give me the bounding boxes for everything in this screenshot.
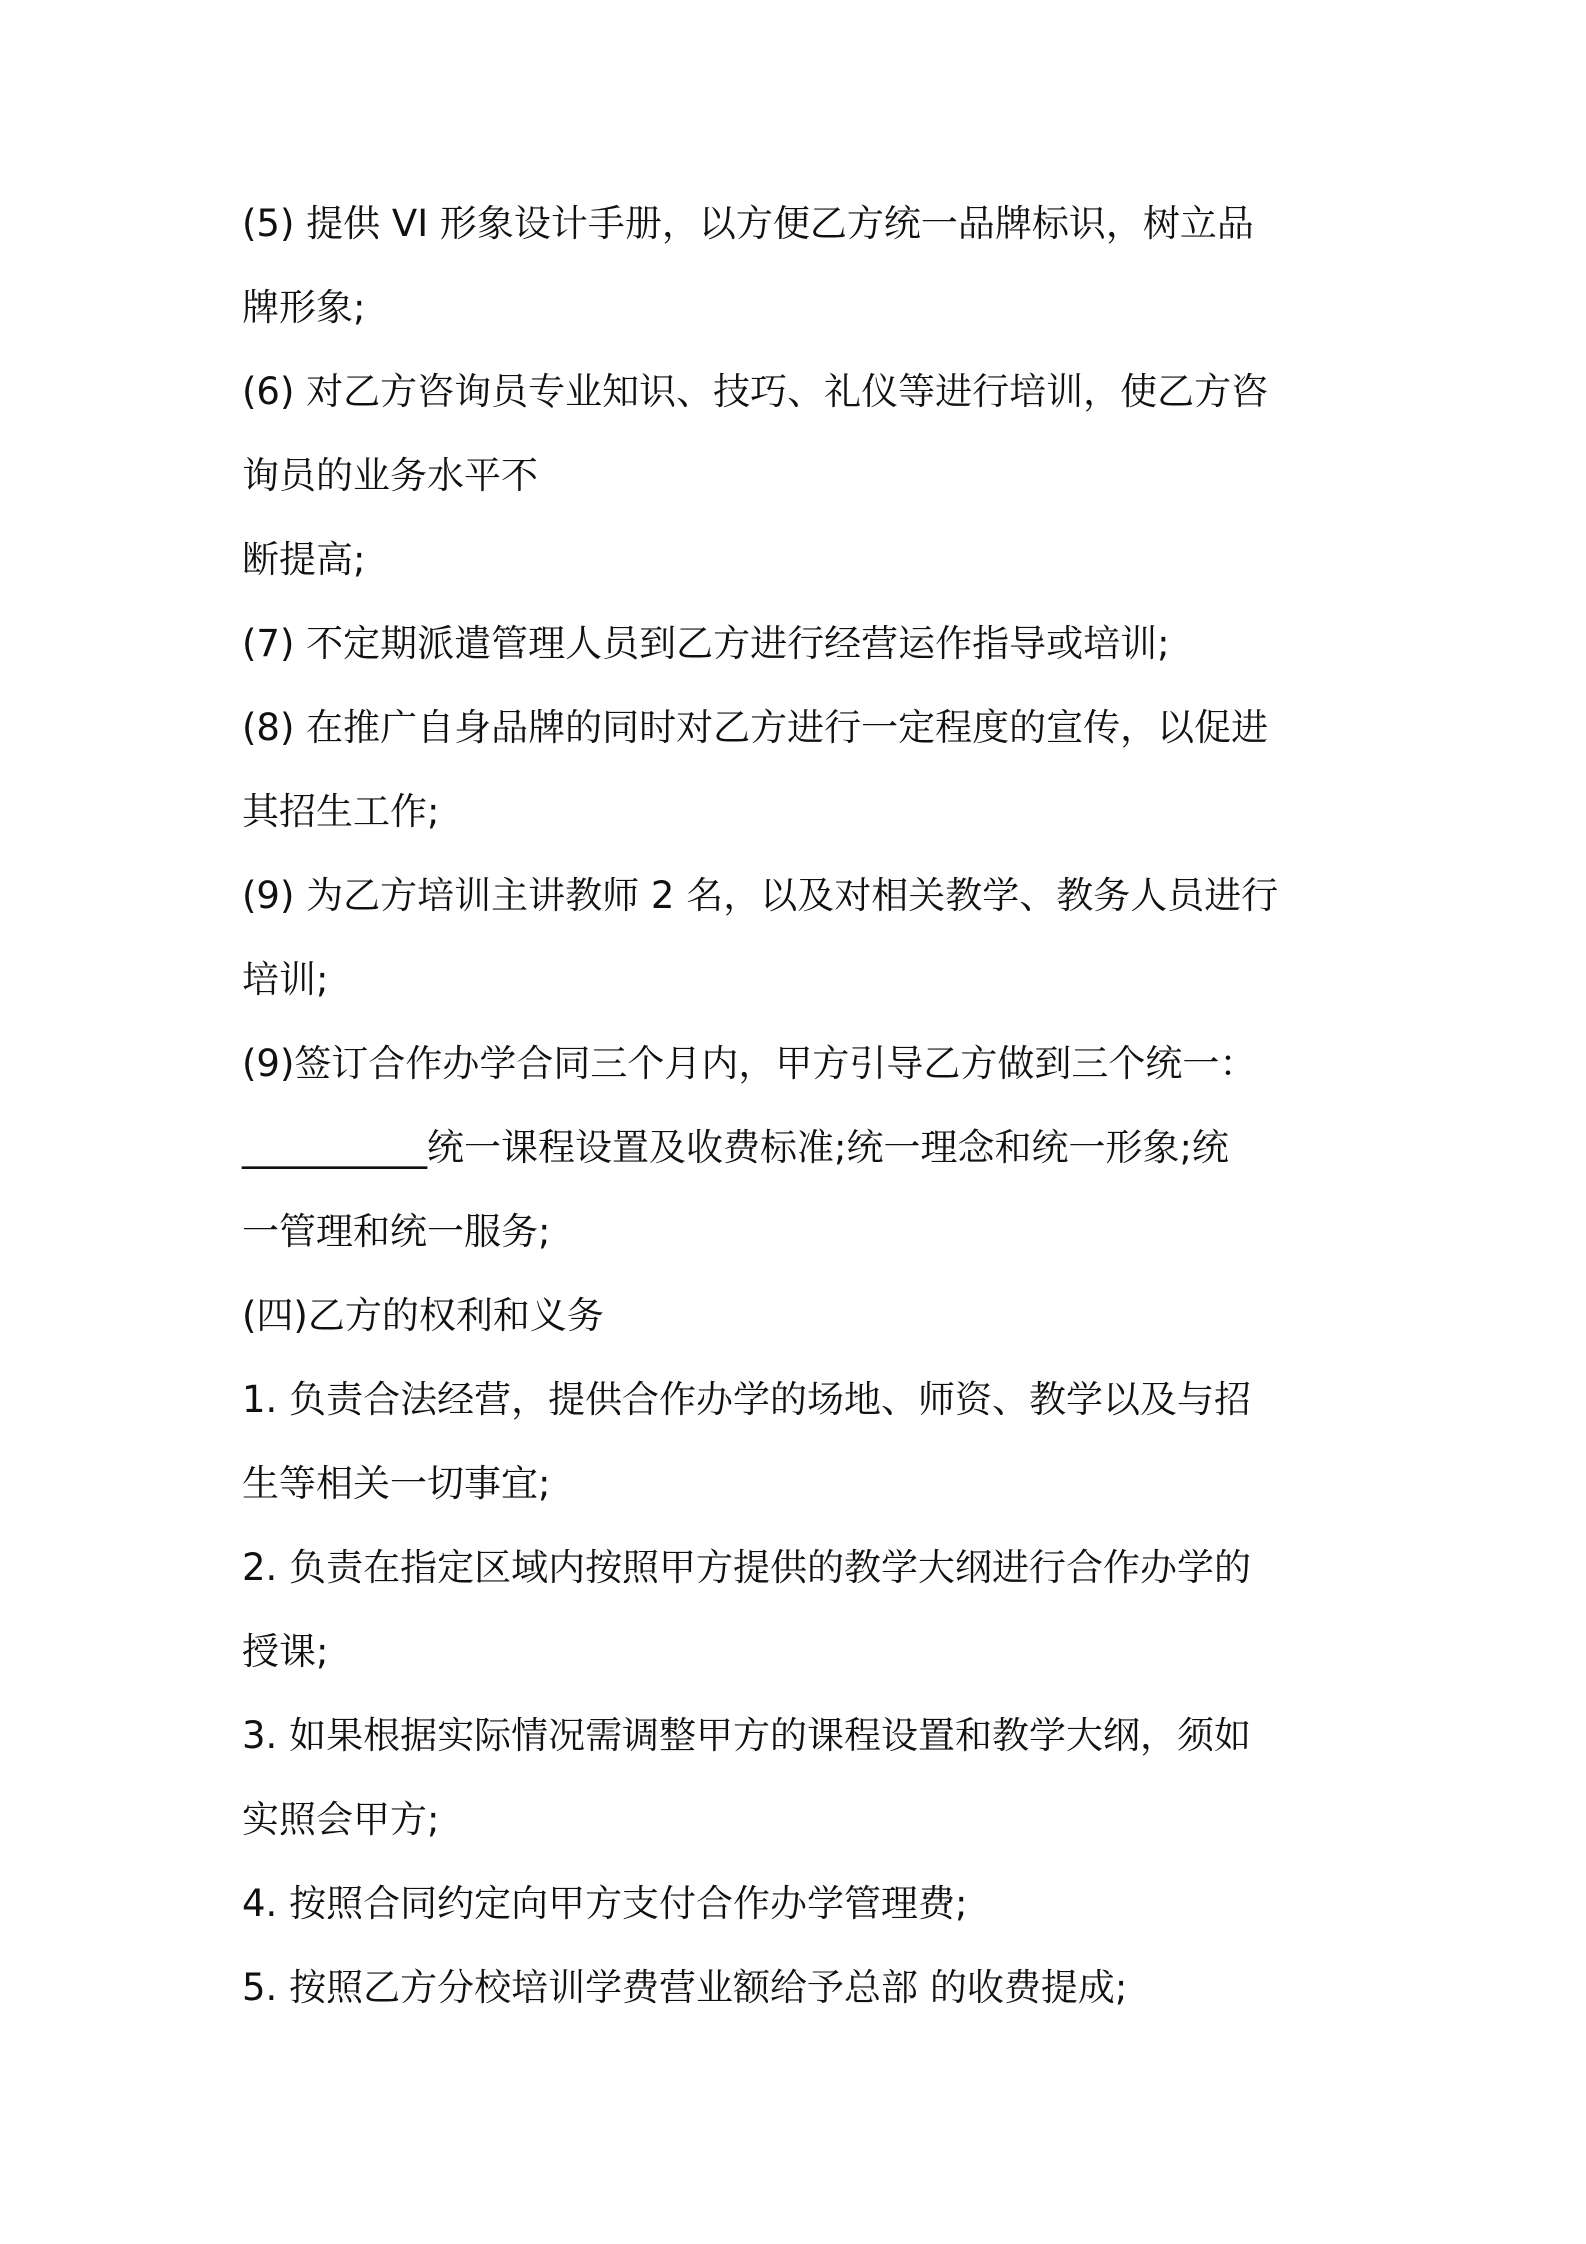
text-line: (9)签订合作办学合同三个月内，甲方引导乙方做到三个统一：: [242, 1042, 1257, 1085]
text-line: (6) 对乙方咨询员专业知识、技巧、礼仪等进行培训，使乙方咨: [242, 370, 1269, 413]
text-line: (5) 提供 VI 形象设计手册，以方便乙方统一品牌标识，树立品: [242, 202, 1254, 245]
text-line: 2. 负责在指定区域内按照甲方提供的教学大纲进行合作办学的: [242, 1546, 1252, 1589]
text-line: __________统一课程设置及收费标准;统一理念和统一形象;统: [242, 1126, 1229, 1169]
text-line: 培训;: [242, 958, 329, 1001]
text-line: 生等相关一切事宜;: [242, 1462, 551, 1505]
text-line: (9) 为乙方培训主讲教师 2 名，以及对相关教学、教务人员进行: [242, 874, 1279, 917]
text-line: 授课;: [242, 1630, 329, 1673]
text-line: (7) 不定期派遣管理人员到乙方进行经营运作指导或培训;: [242, 622, 1170, 665]
text-line: 牌形象;: [242, 286, 366, 329]
section-heading: (四)乙方的权利和义务: [242, 1294, 604, 1337]
text-line: 询员的业务水平不: [242, 454, 538, 497]
text-line: 实照会甲方;: [242, 1798, 440, 1841]
text-line: (8) 在推广自身品牌的同时对乙方进行一定程度的宣传，以促进: [242, 706, 1269, 749]
text-line: 一管理和统一服务;: [242, 1210, 551, 1253]
text-line: 5. 按照乙方分校培训学费营业额给予总部 的收费提成;: [242, 1966, 1128, 2009]
text-line: 1. 负责合法经营，提供合作办学的场地、师资、教学以及与招: [242, 1378, 1252, 1421]
text-line: 4. 按照合同约定向甲方支付合作办学管理费;: [242, 1882, 968, 1925]
document-body: [242, 200, 1362, 2048]
text-line: 断提高;: [242, 538, 366, 581]
text-line: 其招生工作;: [242, 790, 440, 833]
text-line: 3. 如果根据实际情况需调整甲方的课程设置和教学大纲，须如: [242, 1714, 1252, 1757]
